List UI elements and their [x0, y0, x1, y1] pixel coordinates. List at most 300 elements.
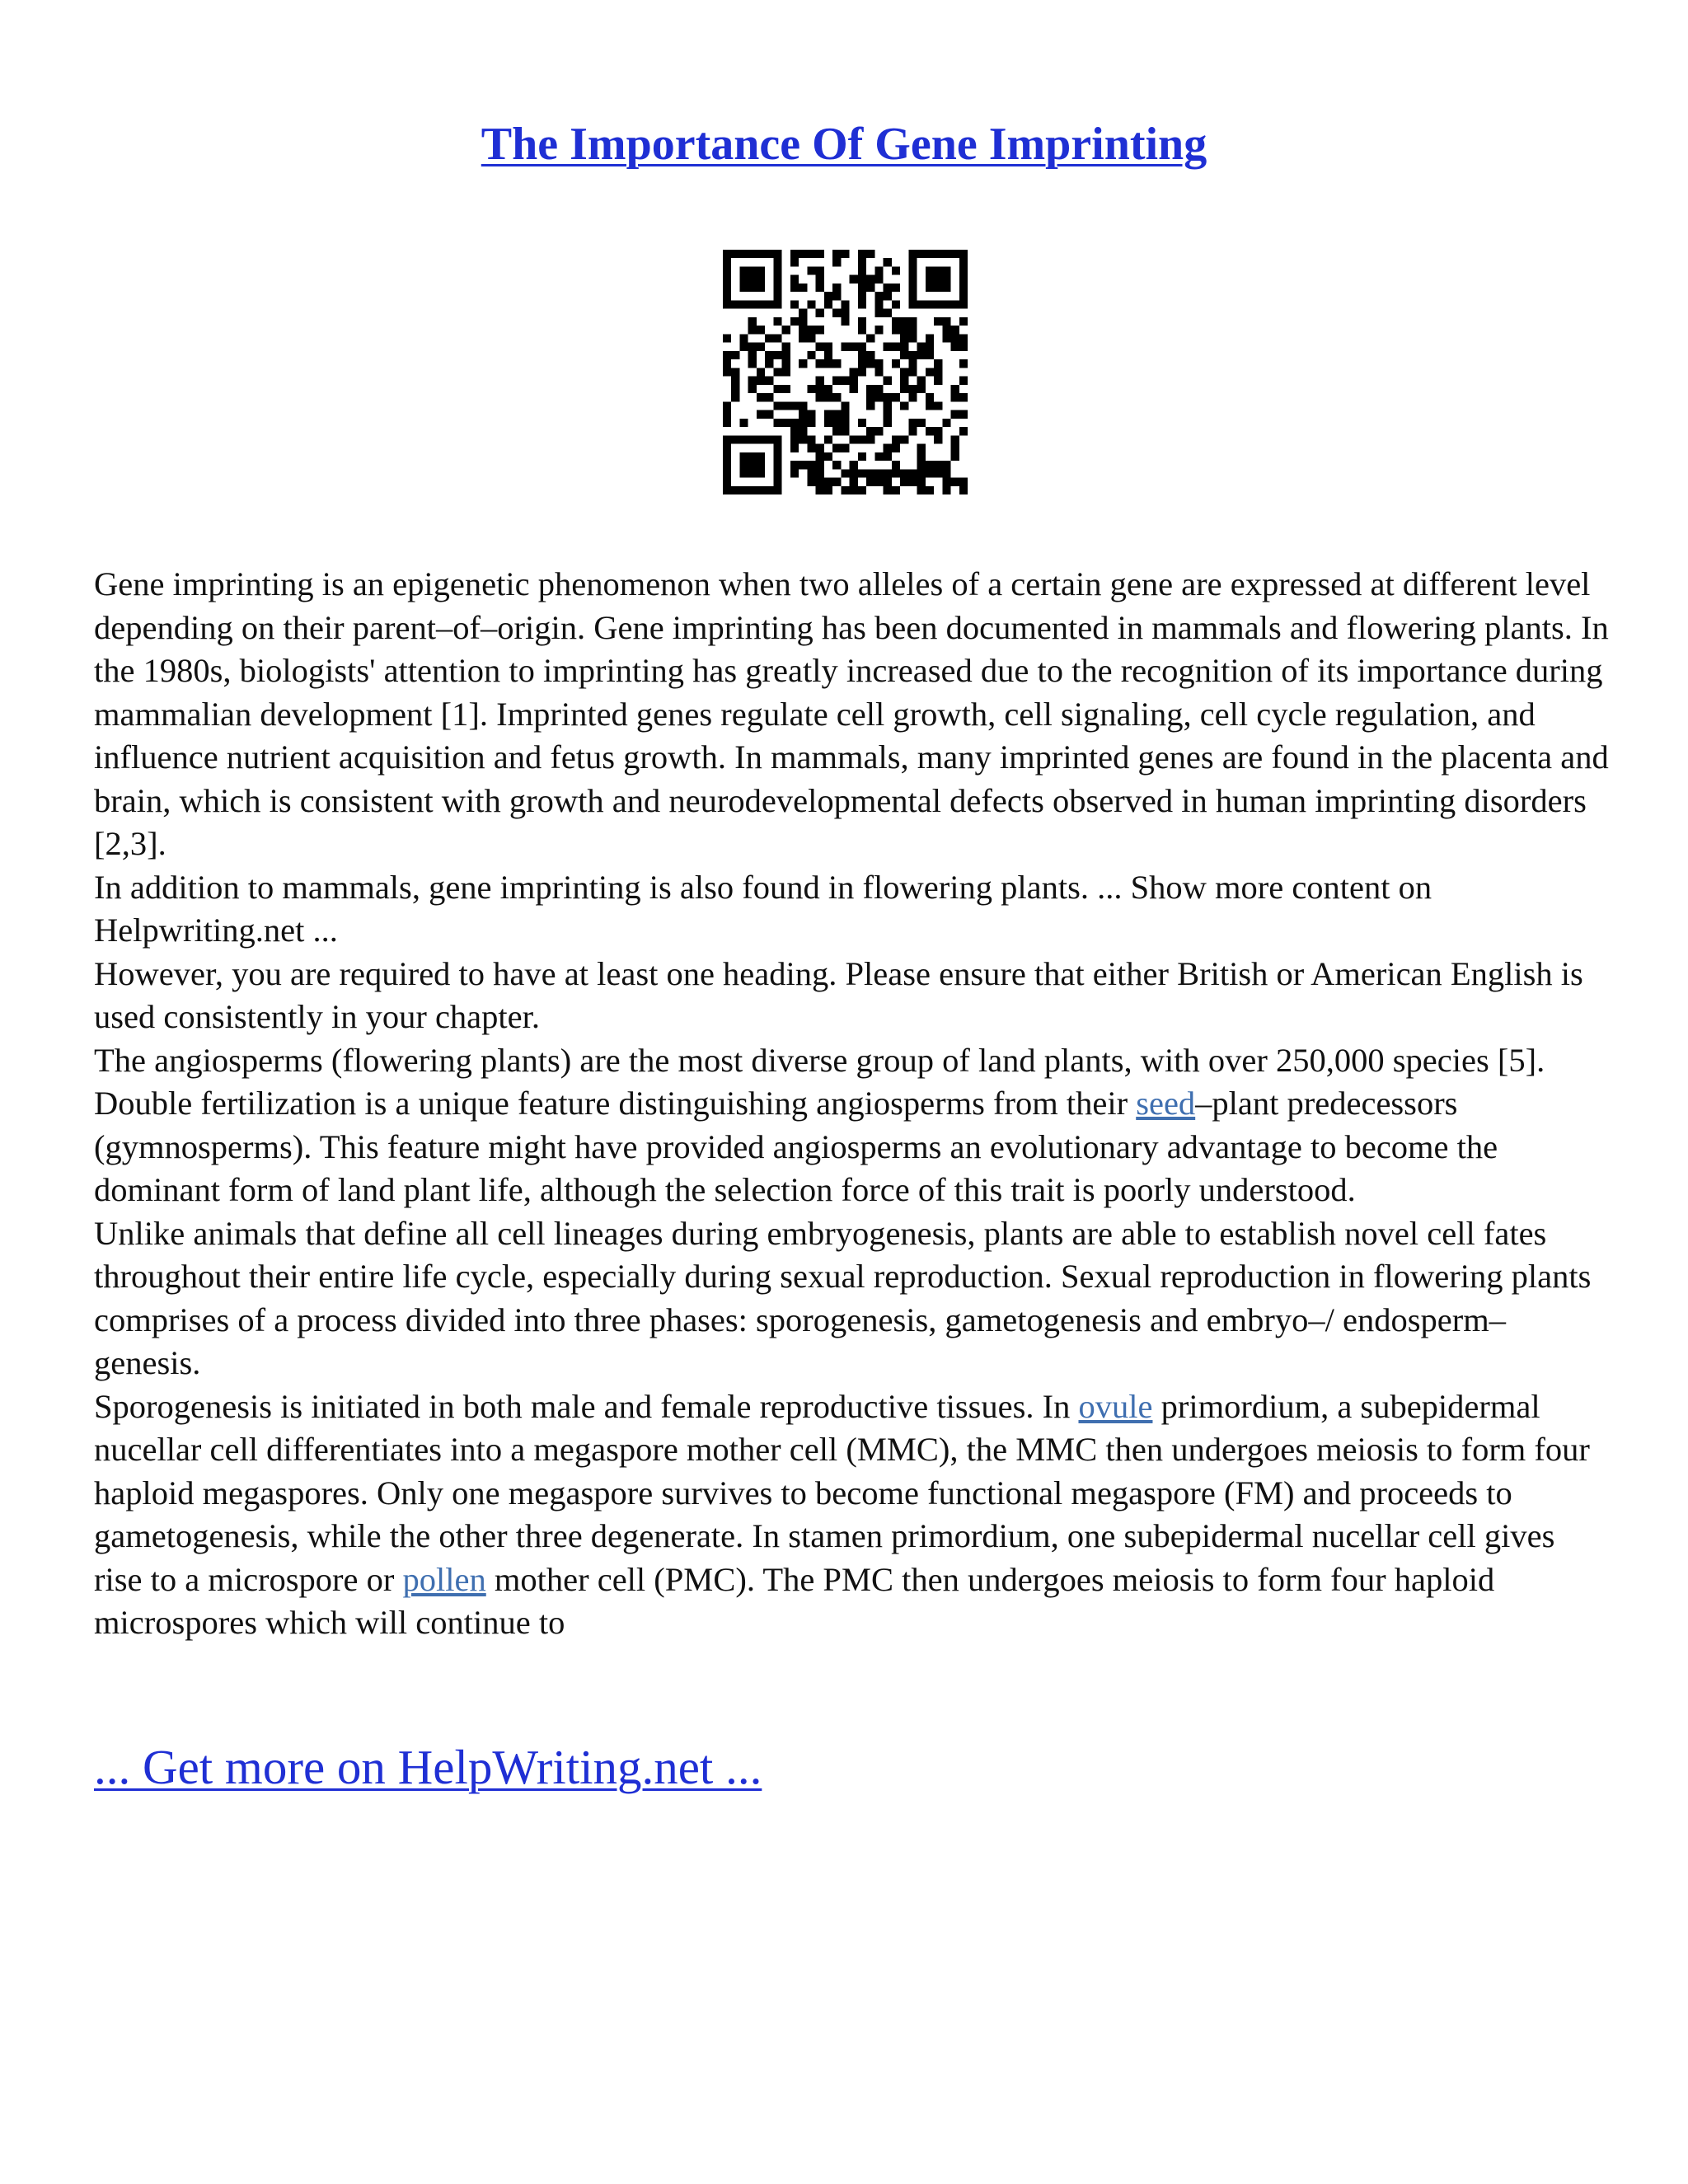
- qr-module: [841, 343, 849, 351]
- qr-module: [874, 452, 883, 461]
- qr-module: [782, 419, 790, 427]
- qr-module: [824, 300, 832, 308]
- qr-module: [807, 461, 815, 469]
- qr-module: [892, 317, 900, 326]
- qr-module: [816, 266, 824, 274]
- qr-module: [832, 427, 841, 435]
- qr-module: [790, 317, 799, 326]
- qr-module: [799, 284, 807, 292]
- qr-module: [908, 326, 917, 334]
- qr-module: [773, 401, 781, 410]
- qr-module: [908, 317, 917, 326]
- qr-module: [926, 427, 934, 435]
- qr-module: [773, 486, 781, 494]
- qr-module: [900, 385, 908, 393]
- qr-module: [959, 359, 968, 368]
- qr-module: [892, 469, 900, 477]
- qr-module: [782, 359, 790, 368]
- qr-module: [824, 292, 832, 300]
- qr-module: [942, 284, 950, 292]
- qr-module: [917, 385, 926, 393]
- qr-module: [926, 343, 934, 351]
- qr-module: [816, 478, 824, 486]
- qr-module: [841, 444, 849, 452]
- qr-module: [926, 393, 934, 401]
- qr-module: [917, 419, 926, 427]
- qr-module: [832, 461, 841, 469]
- qr-module: [959, 284, 968, 292]
- qr-module: [799, 410, 807, 419]
- qr-module: [765, 334, 773, 342]
- qr-module: [951, 334, 959, 342]
- qr-module: [908, 266, 917, 274]
- qr-module: [866, 393, 874, 401]
- qr-module: [773, 444, 781, 452]
- qr-module: [908, 334, 917, 342]
- article-body: [94, 563, 1611, 1645]
- qr-module: [959, 377, 968, 385]
- qr-module: [841, 250, 849, 258]
- qr-module: [723, 444, 731, 452]
- qr-module: [942, 300, 950, 308]
- qr-module: [874, 266, 883, 274]
- qr-module: [782, 343, 790, 351]
- qr-module: [841, 401, 849, 410]
- qr-module: [739, 469, 748, 477]
- qr-module: [824, 343, 832, 351]
- qr-module: [917, 250, 926, 258]
- qr-module: [908, 292, 917, 300]
- qr-module: [892, 300, 900, 308]
- qr-module: [807, 300, 815, 308]
- qr-module: [917, 478, 926, 486]
- qr-module: [942, 317, 950, 326]
- qr-module: [782, 401, 790, 410]
- qr-module: [757, 410, 765, 419]
- qr-module: [773, 266, 781, 274]
- qr-module: [858, 300, 866, 308]
- qr-module: [773, 334, 781, 342]
- qr-module: [773, 317, 781, 326]
- qr-module: [858, 284, 866, 292]
- qr-module: [892, 461, 900, 469]
- qr-module: [816, 444, 824, 452]
- qr-module: [884, 486, 892, 494]
- qr-module: [892, 486, 900, 494]
- qr-module: [841, 300, 849, 308]
- qr-module: [934, 359, 942, 368]
- qr-module: [858, 469, 866, 477]
- qr-module: [841, 469, 849, 477]
- qr-module: [782, 351, 790, 359]
- qr-module: [926, 266, 934, 274]
- qr-module: [824, 452, 832, 461]
- qr-module: [934, 435, 942, 443]
- qr-module: [874, 385, 883, 393]
- qr-module: [942, 326, 950, 334]
- qr-module: [934, 461, 942, 469]
- qr-module: [723, 478, 731, 486]
- paragraph-angiosperms: [94, 1039, 1611, 1212]
- qr-module: [917, 351, 926, 359]
- qr-module: [892, 444, 900, 452]
- qr-module: [799, 326, 807, 334]
- qr-module: [765, 377, 773, 385]
- qr-module: [799, 309, 807, 317]
- qr-module: [917, 461, 926, 469]
- qr-module: [866, 427, 874, 435]
- qr-module: [858, 250, 866, 258]
- qr-module: [959, 275, 968, 284]
- qr-module: [934, 284, 942, 292]
- qr-module: [790, 461, 799, 469]
- qr-module: [807, 469, 815, 477]
- qr-module: [934, 469, 942, 477]
- qr-module: [773, 452, 781, 461]
- qr-module: [773, 250, 781, 258]
- qr-module: [874, 427, 883, 435]
- qr-module: [850, 469, 858, 477]
- qr-module: [866, 385, 874, 393]
- qr-module: [908, 427, 917, 435]
- qr-module: [951, 452, 959, 461]
- qr-module: [757, 469, 765, 477]
- qr-module: [934, 368, 942, 376]
- qr-module: [917, 452, 926, 461]
- qr-module: [723, 469, 731, 477]
- qr-module: [908, 478, 917, 486]
- qr-module: [807, 334, 815, 342]
- qr-module: [807, 351, 815, 359]
- qr-module: [874, 292, 883, 300]
- qr-module: [799, 435, 807, 443]
- qr-module: [748, 486, 757, 494]
- qr-module: [824, 419, 832, 427]
- qr-module: [917, 486, 926, 494]
- qr-module: [748, 351, 757, 359]
- qr-module: [739, 419, 748, 427]
- qr-module: [832, 377, 841, 385]
- qr-module: [858, 359, 866, 368]
- qr-module: [790, 401, 799, 410]
- qr-module: [908, 300, 917, 308]
- qr-module: [773, 385, 781, 393]
- qr-module: [757, 275, 765, 284]
- qr-module: [858, 351, 866, 359]
- qr-module: [739, 334, 748, 342]
- qr-module: [790, 444, 799, 452]
- qr-module: [959, 258, 968, 266]
- qr-module: [757, 377, 765, 385]
- qr-module: [807, 435, 815, 443]
- qr-module: [773, 292, 781, 300]
- qr-module: [748, 300, 757, 308]
- qr-module: [874, 359, 883, 368]
- qr-module: [884, 309, 892, 317]
- qr-module: [926, 486, 934, 494]
- qr-module: [959, 334, 968, 342]
- qr-module: [942, 250, 950, 258]
- qr-module: [866, 478, 874, 486]
- qr-module: [866, 359, 874, 368]
- qr-module: [723, 452, 731, 461]
- qr-code-icon: [723, 250, 968, 494]
- qr-module: [959, 427, 968, 435]
- qr-module: [731, 385, 739, 393]
- qr-module: [926, 469, 934, 477]
- qr-module: [917, 377, 926, 385]
- qr-module: [858, 343, 866, 351]
- qr-module: [959, 250, 968, 258]
- qr-module: [816, 452, 824, 461]
- qr-module: [874, 326, 883, 334]
- qr-module: [723, 419, 731, 427]
- qr-module: [790, 469, 799, 477]
- qr-module: [748, 469, 757, 477]
- qr-module: [824, 410, 832, 419]
- qr-module: [951, 385, 959, 393]
- qr-module: [748, 284, 757, 292]
- qr-module: [926, 284, 934, 292]
- qr-module: [866, 401, 874, 410]
- qr-module: [858, 266, 866, 274]
- qr-module: [951, 393, 959, 401]
- qr-module: [765, 351, 773, 359]
- qr-module: [832, 284, 841, 292]
- qr-module: [908, 250, 917, 258]
- qr-module: [790, 284, 799, 292]
- qr-module: [731, 250, 739, 258]
- qr-module: [832, 444, 841, 452]
- qr-module: [841, 309, 849, 317]
- qr-module: [757, 393, 765, 401]
- qr-module: [832, 419, 841, 427]
- qr-module: [841, 410, 849, 419]
- paragraph-sporogenesis-text-1: Sporogenesis is initiated in both male and female reproductive tissues. In: [94, 1387, 1079, 1425]
- qr-module: [807, 444, 815, 452]
- qr-module: [723, 284, 731, 292]
- qr-module: [959, 317, 968, 326]
- qr-module: [799, 250, 807, 258]
- qr-module: [858, 317, 866, 326]
- qr-module: [858, 292, 866, 300]
- qr-module: [892, 435, 900, 443]
- qr-module: [748, 385, 757, 393]
- paragraph-cell-fates: Unlike animals that define all cell lineages during embryogenesis, plants are able to establish novel cell fates throughout their entire life cycle, especially during sexual reproduction. Sexual reproduction in flowering plants comprises of a process divided into three phases: sporogenesis, gametogenesis and embryo–/ endosperm–genesis.: [94, 1214, 1592, 1381]
- qr-module: [773, 351, 781, 359]
- qr-module: [841, 377, 849, 385]
- qr-module: [900, 351, 908, 359]
- qr-module: [799, 359, 807, 368]
- qr-module: [942, 275, 950, 284]
- qr-module: [866, 284, 874, 292]
- qr-module: [866, 250, 874, 258]
- ovule-link[interactable]: ovule: [1078, 1387, 1153, 1425]
- qr-module: [884, 419, 892, 427]
- qr-module: [739, 452, 748, 461]
- qr-module: [908, 368, 917, 376]
- qr-module: [773, 469, 781, 477]
- qr-module: [900, 478, 908, 486]
- qr-module: [807, 419, 815, 427]
- qr-module: [723, 300, 731, 308]
- qr-module: [926, 368, 934, 376]
- qr-module: [908, 469, 917, 477]
- qr-module: [942, 486, 950, 494]
- qr-module: [850, 343, 858, 351]
- qr-module: [723, 410, 731, 419]
- qr-module: [832, 410, 841, 419]
- qr-module: [832, 309, 841, 317]
- qr-module: [934, 401, 942, 410]
- qr-module: [816, 385, 824, 393]
- qr-module: [850, 368, 858, 376]
- qr-module: [790, 258, 799, 266]
- qr-module: [951, 478, 959, 486]
- paragraph-heading-note: However, you are required to have at least one heading. Please ensure that either British or American English is used consistently in your chapter.: [94, 954, 1583, 1035]
- qr-module: [723, 275, 731, 284]
- qr-module: [723, 368, 731, 376]
- qr-module: [908, 275, 917, 284]
- qr-module: [908, 385, 917, 393]
- qr-module: [858, 275, 866, 284]
- paragraph-intro: Gene imprinting is an epigenetic phenomenon when two alleles of a certain gene are expressed at different level depending on their parent–of–origin. Gene imprinting has been documented in mammals and flowering plants. In the 1980s, biologists' attention to imprinting has greatly increased due to the recognition of its importance during mammalian development [1]. Imprinted genes regulate cell growth, cell signaling, cell cycle regulation, and influence nutrient acquisition and fetus growth. In mammals, many imprinted genes are found in the placenta and brain, which is consistent with growth and neurodevelopmental defects observed in human imprinting disorders [2,3].: [94, 565, 1609, 862]
- qr-module: [926, 461, 934, 469]
- qr-module: [926, 275, 934, 284]
- qr-module: [723, 435, 731, 443]
- qr-module: [858, 419, 866, 427]
- qr-module: [824, 435, 832, 443]
- title-link[interactable]: The Importance Of Gene Imprinting: [481, 119, 1207, 170]
- qr-module: [807, 410, 815, 419]
- qr-module: [773, 478, 781, 486]
- qr-module: [748, 266, 757, 274]
- qr-module: [757, 326, 765, 334]
- paragraph-sporogenesis-text-3: mother cell (PMC). The PMC then undergoes meiosis to form four haploid microspores which will continue to: [94, 1560, 1495, 1641]
- get-more-link[interactable]: ... Get more on HelpWriting.net ...: [94, 1740, 762, 1794]
- qr-module: [739, 266, 748, 274]
- qr-module: [757, 486, 765, 494]
- qr-module: [884, 292, 892, 300]
- qr-module: [900, 326, 908, 334]
- qr-module: [739, 486, 748, 494]
- qr-module: [731, 368, 739, 376]
- qr-module: [850, 435, 858, 443]
- qr-module: [723, 266, 731, 274]
- qr-module: [926, 401, 934, 410]
- qr-module: [731, 486, 739, 494]
- qr-module: [748, 435, 757, 443]
- qr-module: [757, 343, 765, 351]
- qr-module: [799, 401, 807, 410]
- qr-module: [832, 359, 841, 368]
- qr-module: [841, 419, 849, 427]
- qr-module: [739, 300, 748, 308]
- qr-module: [866, 275, 874, 284]
- qr-module: [757, 452, 765, 461]
- qr-module: [900, 334, 908, 342]
- qr-module: [866, 351, 874, 359]
- qr-module: [723, 461, 731, 469]
- qr-module: [773, 461, 781, 469]
- qr-module: [790, 250, 799, 258]
- qr-module: [874, 393, 883, 401]
- qr-module: [799, 461, 807, 469]
- qr-module: [799, 419, 807, 427]
- qr-module: [858, 258, 866, 266]
- qr-module: [832, 393, 841, 401]
- qr-module: [942, 266, 950, 274]
- qr-module: [723, 334, 731, 342]
- qr-module: [850, 486, 858, 494]
- qr-module: [874, 300, 883, 308]
- qr-module: [782, 326, 790, 334]
- qr-module: [824, 351, 832, 359]
- qr-module: [748, 317, 757, 326]
- qr-module: [874, 275, 883, 284]
- qr-module: [858, 368, 866, 376]
- qr-module: [874, 368, 883, 376]
- qr-module: [874, 469, 883, 477]
- qr-module: [782, 385, 790, 393]
- qr-module: [884, 444, 892, 452]
- qr-module: [748, 275, 757, 284]
- get-more-section: [94, 1737, 762, 1797]
- qr-module: [866, 334, 874, 342]
- qr-module: [884, 284, 892, 292]
- qr-module: [748, 359, 757, 368]
- qr-module: [807, 266, 815, 274]
- qr-module: [748, 250, 757, 258]
- qr-module: [832, 478, 841, 486]
- qr-module: [731, 300, 739, 308]
- qr-module: [757, 266, 765, 274]
- qr-module: [790, 435, 799, 443]
- qr-module: [773, 419, 781, 427]
- qr-module: [782, 368, 790, 376]
- qr-module: [850, 385, 858, 393]
- qr-module: [874, 309, 883, 317]
- qr-module: [723, 351, 731, 359]
- qr-module: [841, 486, 849, 494]
- qr-module: [790, 275, 799, 284]
- qr-module: [739, 435, 748, 443]
- qr-module: [892, 359, 900, 368]
- qr-module: [824, 393, 832, 401]
- seed-link[interactable]: seed: [1136, 1085, 1196, 1122]
- qr-module: [748, 343, 757, 351]
- qr-module: [816, 250, 824, 258]
- qr-module: [816, 359, 824, 368]
- qr-module: [959, 478, 968, 486]
- qr-module: [942, 461, 950, 469]
- qr-module: [824, 385, 832, 393]
- paragraph-sporogenesis: [94, 1385, 1611, 1645]
- qr-module: [934, 250, 942, 258]
- qr-module: [959, 393, 968, 401]
- qr-module: [959, 486, 968, 494]
- pollen-link[interactable]: pollen: [402, 1560, 486, 1598]
- qr-module: [858, 435, 866, 443]
- qr-module: [934, 317, 942, 326]
- qr-module: [832, 292, 841, 300]
- qr-module: [807, 250, 815, 258]
- paragraph-angiosperms-text-2: –plant predecessors (gymnosperms). This feature might have provided angiosperms an evolutionary advantage to become the dominant form of land plant life, although the selection force of this trait is poorly understood.: [94, 1085, 1498, 1208]
- qr-module: [884, 469, 892, 477]
- qr-module: [892, 284, 900, 292]
- qr-module: [765, 486, 773, 494]
- qr-module: [816, 343, 824, 351]
